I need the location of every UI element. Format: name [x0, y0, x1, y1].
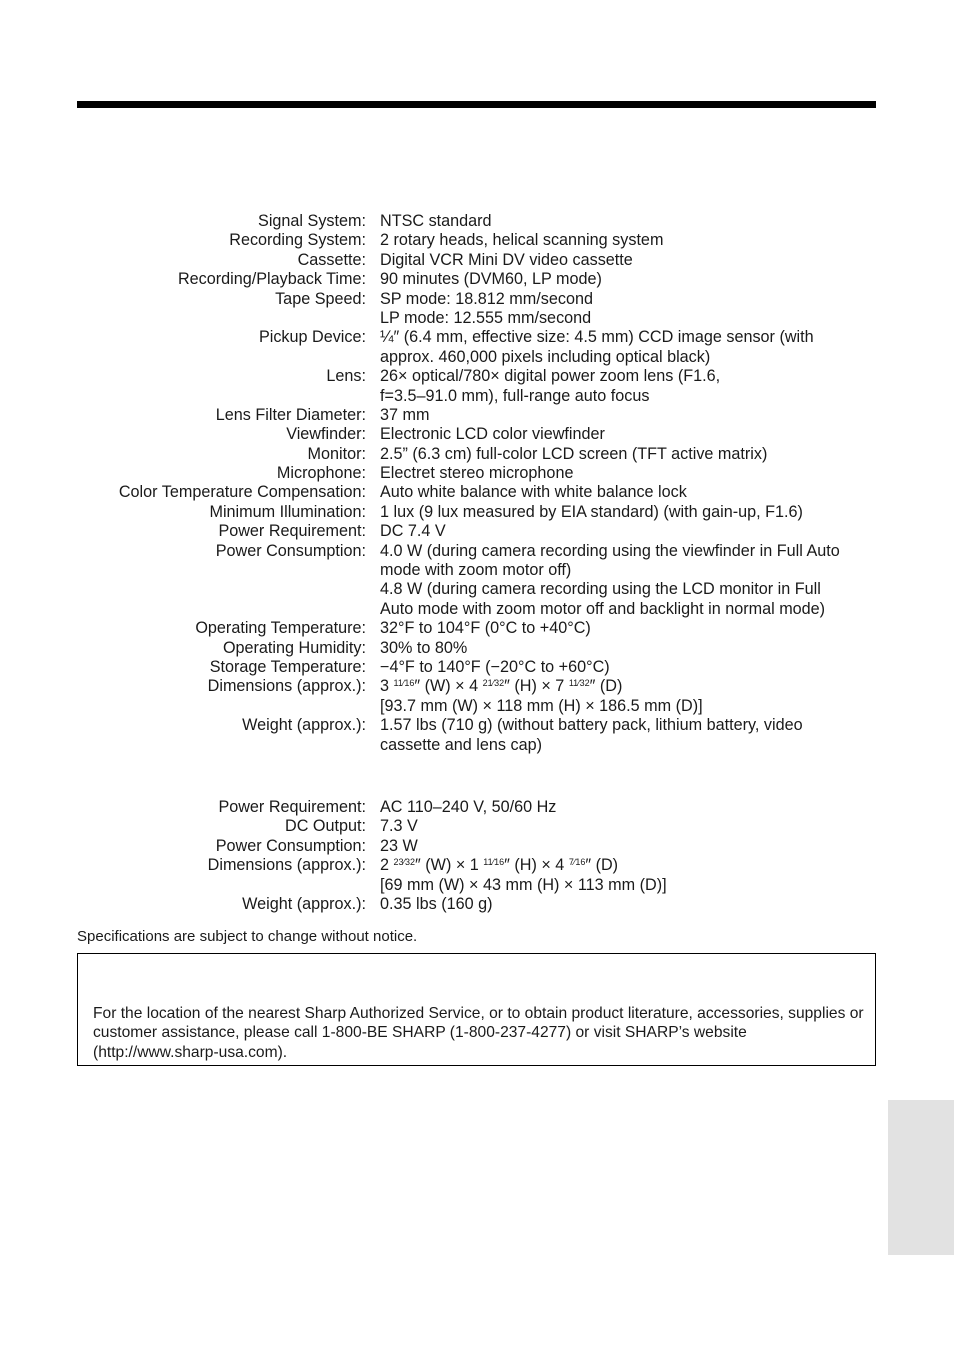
spec-value: approx. 460,000 pixels including optical black): [380, 347, 711, 366]
spec-value: 1 lux (9 lux measured by EIA standard) (with gain-up, F1.6): [380, 502, 803, 521]
spec-value: ¼″ (6.4 mm, effective size: 4.5 mm) CCD image sensor (with: [380, 328, 814, 347]
spec-row: [0, 425, 954, 444]
spec-label: Power Requirement:: [218, 798, 366, 816]
spec-label: Operating Humidity:: [222, 638, 366, 657]
spec-value: 7.3 V: [380, 817, 418, 836]
spec-label: Color Temperature Compensation:: [118, 483, 366, 502]
spec-row: [0, 231, 954, 250]
specifications-note: Specifications are subject to change without notice.: [77, 928, 418, 945]
spec-row: [0, 677, 954, 696]
spec-row: [0, 328, 954, 347]
spec-value: mode with zoom motor off): [380, 561, 572, 580]
spec-label: Power Requirement:: [218, 522, 366, 541]
spec-row: [0, 856, 954, 875]
spec-row: [0, 580, 954, 599]
spec-label: Microphone:: [276, 464, 366, 483]
spec-value: SP mode: 18.812 mm/second: [380, 289, 593, 308]
spec-value: 32°F to 104°F (0°C to +40°C): [380, 619, 591, 638]
spec-label: Pickup Device:: [258, 328, 366, 347]
spec-value: DC 7.4 V: [380, 522, 446, 541]
side-tab: [888, 1100, 954, 1255]
spec-value: AC 110–240 V, 50/60 Hz: [380, 798, 557, 816]
spec-row: [0, 290, 954, 309]
top-rule: [77, 101, 876, 108]
spec-row: [0, 837, 954, 856]
spec-label: Recording/Playback Time:: [177, 270, 366, 289]
spec-row: [0, 876, 954, 895]
spec-row: [0, 736, 954, 755]
spec-value: Auto mode with zoom motor off and backlight in normal mode): [380, 599, 826, 618]
spec-value: f=3.5–91.0 mm), full-range auto focus: [380, 386, 650, 405]
spec-value: LP mode: 12.555 mm/second: [380, 308, 592, 327]
spec-label: Minimum Illumination:: [209, 502, 366, 521]
spec-value: cassette and lens cap): [380, 735, 542, 754]
spec-row: [0, 542, 954, 561]
spec-label: Power Consumption:: [215, 836, 366, 855]
spec-label: DC Output:: [285, 817, 366, 836]
spec-value: [69 mm (W) × 43 mm (H) × 113 mm (D)]: [380, 875, 667, 894]
spec-row: [0, 697, 954, 716]
spec-row: [0, 406, 954, 425]
spec-value: 2 $^{23⁄32}$″ (W) × 1 $^{11⁄16}$″ (H) × 4 $^{7⁄16}$″ (D): [380, 856, 619, 875]
spec-value: 2.5” (6.3 cm) full-color LCD screen (TFT active matrix): [380, 444, 768, 463]
spec-value: Electret stereo microphone: [380, 464, 574, 483]
spec-value: Electronic LCD color viewfinder: [380, 425, 605, 444]
spec-row: [0, 270, 954, 289]
spec-value: 23 W: [380, 836, 418, 855]
spec-label: Weight (approx.):: [242, 716, 366, 735]
spec-row: [0, 817, 954, 836]
spec-value: Digital VCR Mini DV video cassette: [380, 250, 633, 269]
spec-row: [0, 619, 954, 638]
spec-label: Dimensions (approx.):: [207, 856, 366, 875]
spec-value: 4.8 W (during camera recording using the LCD monitor in Full: [380, 580, 821, 599]
spec-value: 37 mm: [380, 405, 430, 424]
spec-label: Operating Temperature:: [195, 619, 366, 638]
spec-row: [0, 716, 954, 735]
spec-row: [0, 639, 954, 658]
spec-row: [0, 522, 954, 541]
spec-row: [0, 348, 954, 367]
spec-row: [0, 251, 954, 270]
camcorder-specifications: [0, 212, 954, 755]
spec-row: [0, 464, 954, 483]
spec-value: Auto white balance with white balance lock: [380, 483, 687, 502]
spec-label: Lens Filter Diameter:: [215, 405, 366, 424]
spec-value: −4°F to 140°F (−20°C to +60°C): [380, 657, 610, 676]
service-info-text: For the location of the nearest Sharp Authorized Service, or to obtain product literature, accessories, supplies or customer assistance, please call 1-800-BE SHARP (1-800-237-4277) or visit SHARP’s website (http://www.sharp-usa.com).: [93, 1005, 864, 1061]
spec-row: [0, 483, 954, 502]
spec-label: Weight (approx.):: [242, 894, 366, 913]
spec-value: 30% to 80%: [380, 638, 468, 657]
spec-label: Lens:: [326, 367, 366, 386]
spec-label: Viewfinder:: [286, 425, 366, 444]
spec-row: [0, 658, 954, 677]
spec-label: Monitor:: [307, 444, 366, 463]
service-info-box: [77, 953, 876, 1066]
spec-row: [0, 798, 954, 817]
spec-label: Tape Speed:: [275, 289, 366, 308]
spec-value: 3 $^{11⁄16}$″ (W) × 4 $^{21⁄32}$″ (H) × 7 $^{11⁄32}$″ (D): [380, 677, 623, 696]
spec-value: 1.57 lbs (710 g) (without battery pack, lithium battery, video: [380, 716, 803, 735]
spec-value: 2 rotary heads, helical scanning system: [380, 231, 664, 250]
spec-row: [0, 445, 954, 464]
spec-value: NTSC standard: [380, 212, 492, 230]
ac-adapter-specifications: [0, 798, 954, 914]
spec-value: 26× optical/780× digital power zoom lens (F1.6,: [380, 367, 721, 386]
spec-row: [0, 600, 954, 619]
spec-row: [0, 503, 954, 522]
spec-row: [0, 387, 954, 406]
spec-value: 4.0 W (during camera recording using the viewfinder in Full Auto: [380, 541, 840, 560]
spec-row: [0, 895, 954, 914]
spec-row: [0, 212, 954, 231]
spec-label: Cassette:: [297, 250, 366, 269]
spec-value: [93.7 mm (W) × 118 mm (H) × 186.5 mm (D)]: [380, 696, 703, 715]
spec-row: [0, 309, 954, 328]
spec-label: Power Consumption:: [215, 541, 366, 560]
spec-value: 0.35 lbs (160 g): [380, 894, 493, 913]
spec-row: [0, 367, 954, 386]
spec-row: [0, 561, 954, 580]
spec-label: Signal System:: [258, 212, 366, 230]
spec-label: Dimensions (approx.):: [207, 677, 366, 696]
spec-label: Recording System:: [229, 231, 366, 250]
spec-value: 90 minutes (DVM60, LP mode): [380, 270, 602, 289]
spec-label: Storage Temperature:: [209, 657, 366, 676]
